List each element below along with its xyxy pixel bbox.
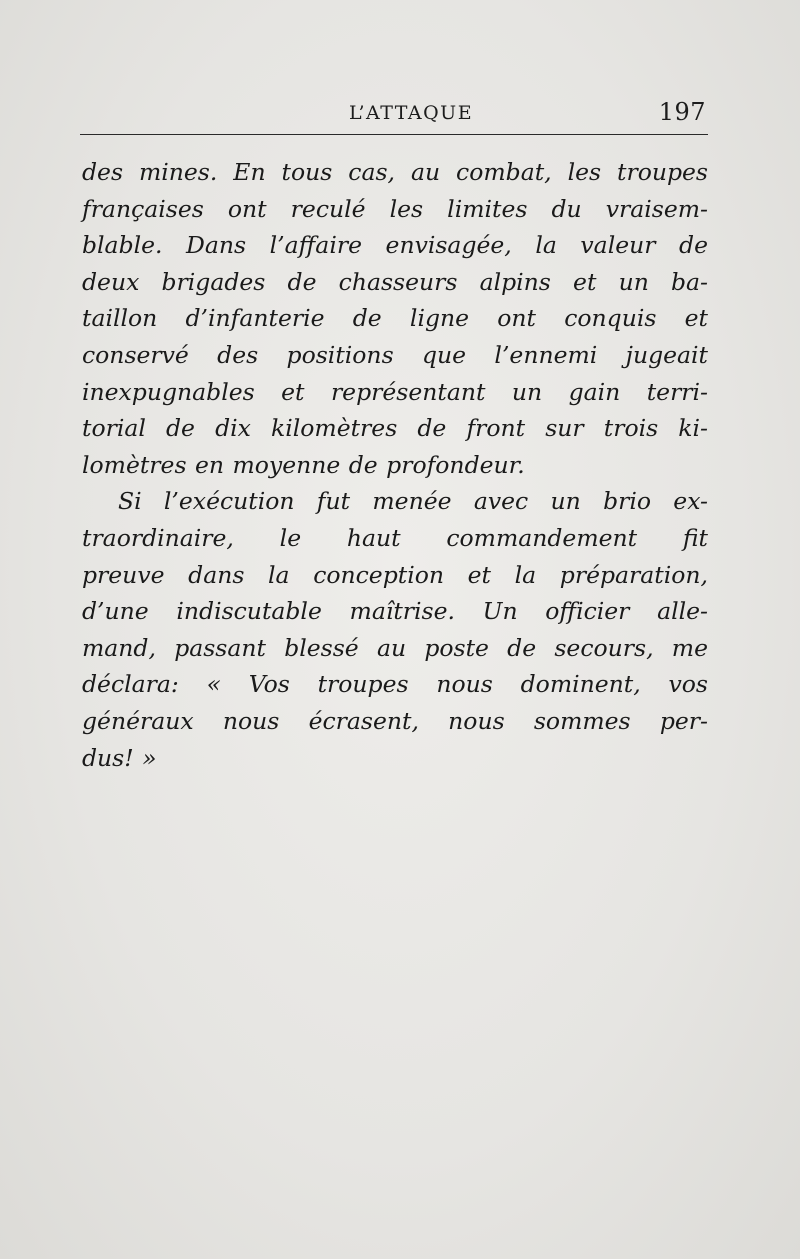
page-number: 197 <box>658 98 706 126</box>
running-head: L’ATTAQUE <box>348 102 474 124</box>
paragraph-1 <box>82 154 708 483</box>
text-line: des mines. En tous cas, au combat, les troupes <box>82 158 708 186</box>
text-line: inexpugnables et représentant un gain terri- <box>82 377 708 406</box>
text-line: torial de dix kilomètres de front sur trois ki- <box>82 414 708 443</box>
text-line: généraux nous écrasent, nous sommes per- <box>82 706 708 735</box>
text-line: traordinaire, le haut commandement fit <box>82 523 708 552</box>
text-line: conservé des positions que l’ennemi jugeait <box>82 340 708 369</box>
text-line: d’une indiscutable maîtrise. Un officier alle- <box>82 597 708 626</box>
text-line: taillon d’infanterie de ligne ont conquis et <box>82 304 708 333</box>
text-line: mand, passant blessé au poste de secours, me <box>82 633 708 662</box>
text-line: blable. Dans l’affaire envisagée, la valeur de <box>82 231 708 260</box>
text-line: lomètres en moyenne de profondeur. <box>82 450 525 479</box>
text-line: deux brigades de chasseurs alpins et un ba- <box>82 267 708 296</box>
text-line: françaises ont reculé les limites du vraisem- <box>82 194 708 223</box>
text-line: preuve dans la conception et la préparation, <box>82 560 708 589</box>
text-line: Si l’exécution fut menée avec un brio ex- <box>118 487 708 516</box>
body-text <box>82 154 708 776</box>
text-line: déclara: « Vos troupes nous dominent, vos <box>82 670 708 699</box>
text-line: dus! » <box>82 743 157 772</box>
paragraph-2 <box>82 483 708 776</box>
page-header <box>80 98 708 135</box>
